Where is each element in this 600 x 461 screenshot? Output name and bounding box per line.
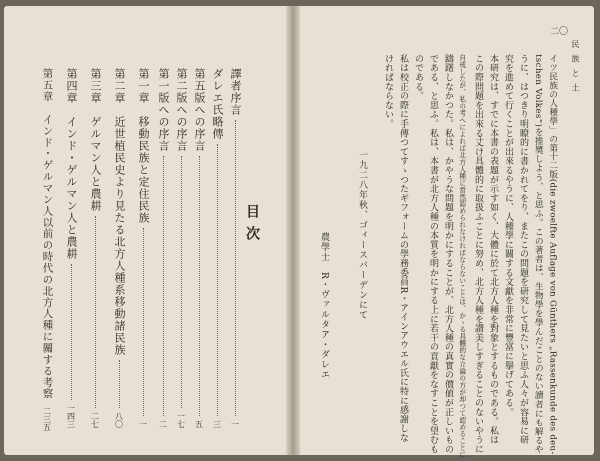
toc-entry: 第四章 インド・ゲルマン人と農耕 一四三 bbox=[65, 68, 78, 428]
body-line: である、と思ふ。私は、本書が北方人種の本質を明かにする上に若干の貢獻をなすことを望むも bbox=[428, 54, 438, 454]
body-line: のである。 bbox=[413, 54, 423, 101]
toc-entry: 第二章 近世植民史より見たる北方人種系移動諸民族 八〇 bbox=[113, 68, 126, 428]
toc-entry: 第一版への序言 二 bbox=[157, 68, 170, 428]
toc-entry: 第五版への序言 五 bbox=[193, 68, 206, 428]
toc-entry: ダレエ氏略傳 三 bbox=[211, 68, 224, 428]
signature-name: 農學士 R・ヴァルタア・ダレエ bbox=[319, 232, 329, 380]
body-line: 究を進めて行くことが出來るやうに、人種學に關する文獻を非常に豐富に擧げてある。 bbox=[503, 54, 513, 417]
toc-entry: 第二版への序言 一七 bbox=[175, 68, 188, 428]
body-line: イツ民族の人種學」の第十二版(die zwoelfte Auflage von Günthers „Rassenkunde des deu- bbox=[547, 54, 558, 455]
body-line: 私は校正の際に手傳つてすゝつたギフォームの學務委員R・アインアウエル氏に特に感謝しな bbox=[398, 54, 408, 443]
toc-title: 目次 bbox=[244, 204, 260, 248]
body-line: 本研究は、すでに本書の表題が示す如く、大體に於て北方人種を對象とするものである。私は bbox=[488, 54, 498, 445]
body-line: この際問題を出來る丈け具體的に取扱ふことに努め、北方人種を讃美しすぎることのないやうに bbox=[473, 54, 483, 454]
body-line: 自戒したが、私の考へによれば北方人種に當然認められなければならないことは、かゝる具體的な立論の方が却つて認めることに bbox=[457, 54, 466, 459]
toc-entry: 第一章 移動民族と定住民族 一 bbox=[137, 68, 150, 428]
toc-entry: 譯者序言 一 bbox=[229, 68, 242, 428]
book-gutter bbox=[286, 6, 300, 455]
body-line: 躊躇しなかつた。私は、かやうな問題を明かにすることが、北方人種の真實の價値が正しいもの bbox=[443, 54, 453, 454]
signature-date: 一九二八年秋、ゴィースバーデンにて bbox=[357, 150, 367, 320]
toc-entry: 第三章 ゲルマン人と農耕 二七 bbox=[89, 68, 102, 428]
running-header: 民 族 と 土 bbox=[571, 40, 580, 94]
body-line: ければならない。 bbox=[383, 54, 393, 129]
body-line: tschen Volkes“)を推奬しよう、と思ふ。この著者は、生物學を學んだことのない讀者にも解るや bbox=[532, 54, 543, 455]
body-line: うに、はつきり明瞭的に書かれてをり、またこの問題を研究して見たいと思ふ人々が容易に研 bbox=[518, 54, 528, 445]
page-number: 二〇 bbox=[550, 27, 569, 37]
toc-entry: 第五章 インド・ゲルマン人以前の時代の北方人種に關する考察 二三五 bbox=[40, 68, 53, 432]
